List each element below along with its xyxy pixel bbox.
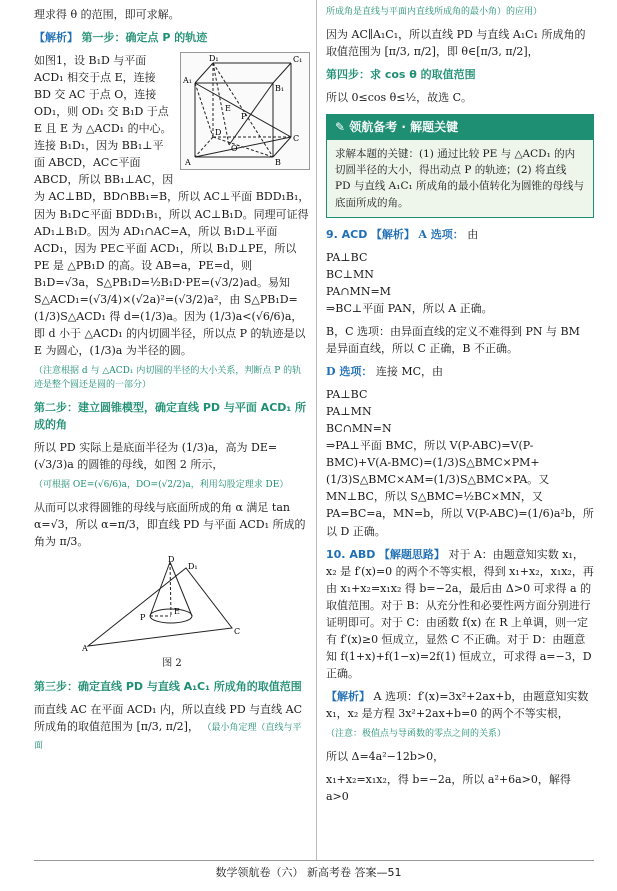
q10-a: A 选项：f′(x)=3x²+2ax+b，由题意知实数 x₁，x₂ 是方程 3x²+2ax+b=0 的两个不等实根， bbox=[326, 689, 589, 720]
fig2-label-d1: D₁ bbox=[188, 562, 198, 572]
fig2-label-e: E bbox=[174, 607, 180, 617]
fig2-label-d: D bbox=[168, 556, 175, 565]
step2-title: 第二步：建立圆锥模型，确定直线 PD 与平面 ACD₁ 所成的角 bbox=[34, 400, 307, 431]
left-column bbox=[34, 6, 310, 760]
page-footer: 数学领航卷（六） 新高考卷 答案—51 bbox=[215, 865, 402, 879]
q9-d-label: D 选项： bbox=[326, 365, 373, 379]
q9-tag: 【解析】 bbox=[370, 227, 415, 241]
guide-header bbox=[327, 115, 593, 140]
q9-d-cond-2: PA⊥MN bbox=[326, 405, 372, 419]
q9-a-cond-2: BC⊥MN bbox=[326, 267, 374, 281]
step1-body: 如图1，设 B₁D 与平面 ACD₁ 相交于点 E，连接 BD 交 AC 于点 O，连接 OD₁，则 OD₁ 交 B₁D 于点 E 且 E 为 △ACD₁ 的中心。连接 B₁D₁，因为 BB₁⊥平面 ABCD，AC⊂平面 ABCD，所以 BB₁⊥AC，因为 AC⊥BD，BD∩BB₁=B，所以 AC⊥平面 BDD₁B₁，因为 B₁D⊂平面 BDD₁B₁，所以 AC⊥B₁D。同理可证得 AD₁⊥B₁D。因为 AD₁∩AC=A，所以 B₁D⊥平面 ACD₁，因为 PE⊂平面 ACD₁，所以 B₁D⊥PE，所以 PE 是 △PB₁D 的高。设 AB=a，PE=d，则 B₁D=√3a，S△PB₁D=½B₁D·PE=(√3/2)ad。易知 S△ACD₁=(√3/4)×(√2a)²=(√3/2)a²，由 S△PB₁D=(1/3)S△ACD₁ 得 d=(1/3)a。因为 (1/3)a<(√6/6)a，即 d 小于 △ACD₁ 的内切圆半径，所以点 P 的轨迹是以 E 为圆心，(1/3)a 为半径的圆。 bbox=[34, 54, 310, 357]
right-column bbox=[326, 6, 594, 811]
label-b1: B₁ bbox=[275, 84, 285, 94]
q9-header bbox=[326, 226, 594, 243]
note-4: （最小角定理（直线与平面 bbox=[34, 722, 302, 751]
q9-d-cond-1: PA⊥BC bbox=[326, 388, 368, 402]
cone-diagram bbox=[82, 556, 262, 652]
fig2-label-c: C bbox=[234, 627, 241, 637]
label-d: D bbox=[215, 128, 222, 138]
step2-body-2: 从而可以求得圆锥的母线与底面所成的角 α 满足 tan α=√3，所以 α=π/3，即直线 PD 与平面 ACD₁ 所成的角为 π/3。 bbox=[34, 500, 306, 549]
q10-end-1: 所以 Δ=4a²−12b>0， bbox=[326, 749, 445, 763]
column-divider bbox=[316, 0, 317, 860]
step3-body: 而直线 AC 在平面 ACD₁ 内，所以直线 PD 与直线 AC 所成角的取值范围为 [π/3, π/2]， bbox=[34, 702, 303, 733]
q10-tag-2: 【解析】 bbox=[326, 689, 370, 703]
note-top: 所成角是直线与平面内直线所成角的最小角）的应用） bbox=[326, 7, 543, 17]
q9-a-post: ⇒BC⊥平面 PAN，所以 A 正确。 bbox=[326, 301, 493, 315]
label-c: C bbox=[293, 134, 300, 144]
fig2-label-p: P bbox=[140, 613, 146, 623]
label-d1: D₁ bbox=[209, 54, 219, 64]
q10-header bbox=[326, 546, 594, 682]
label-a: A bbox=[185, 158, 191, 168]
step4-title: 第四步：求 cos θ 的取值范围 bbox=[326, 68, 476, 82]
step1-line bbox=[34, 29, 310, 46]
label-p: P bbox=[241, 112, 247, 122]
q9-bc: B，C 选项：由异面直线的定义不难得到 PN 与 BM 是异面直线，所以 C 正确，B 不正确。 bbox=[326, 325, 580, 356]
q9-a-cond-1: PA⊥BC bbox=[326, 250, 368, 264]
q9-number: 9. ACD bbox=[326, 227, 368, 241]
guide-box bbox=[326, 114, 594, 218]
q10-end-2: x₁+x₂=x₁x₂，得 b=−2a，所以 a²+6a>0，解得 a>0 bbox=[326, 773, 571, 804]
q9-d-cond-3: BC∩MN=N bbox=[326, 422, 392, 436]
figure-2 bbox=[82, 556, 262, 652]
step3-line bbox=[34, 701, 310, 754]
q9-d-post: ⇒PA⊥平面 BMC，所以 V(P-ABC)=V(P-BMC)+V(A-BMC)=(1/3)S△BMC×PM+(1/3)S△BMC×AM=(1/3)S△BMC×PA。又 MN⊥BC，所以 S△BMC=½BC×MN，又 PA=BC=a，MN=b，所以 V(P-ABC)=(1/6)a²b，所以 D 正确。 bbox=[326, 439, 594, 538]
analysis-tag: 【解析】 bbox=[34, 31, 78, 45]
figure-1 bbox=[180, 52, 310, 170]
fig2-label-a: A bbox=[82, 644, 88, 653]
step1-title: 第一步：确定点 P 的轨迹 bbox=[81, 31, 208, 45]
intro-text: 理求得 θ 的范围，即可求解。 bbox=[34, 8, 180, 21]
cube-diagram bbox=[181, 53, 309, 169]
label-e: E bbox=[225, 104, 231, 114]
right-para-1: 因为 AC∥A₁C₁，所以直线 PD 与直线 A₁C₁ 所成角的取值范围为 [π/3, π/2]，即 θ∈[π/3, π/2]， bbox=[326, 27, 586, 58]
guide-body: 求解本题的关键：(1) 通过比较 PE 与 △ACD₁ 的内切圆半径的大小，得出动点 P 的轨迹；(2) 将直线 PD 与直线 A₁C₁ 所成角的最小值转化为圆锥的母线与底面所成的角。 bbox=[327, 140, 593, 217]
q10-note: （注意：极值点与导函数的零点之间的关系） bbox=[326, 729, 507, 740]
note-2: （可根据 OE=(√6/6)a，DO=(√2/2)a，利用勾股定理求 DE） bbox=[34, 480, 289, 490]
footer-rule bbox=[34, 860, 594, 861]
q9-a-pre: 由 bbox=[467, 227, 479, 241]
q9-a-cond-3: PA∩MN=M bbox=[326, 284, 391, 298]
figure-2-caption: 图 2 bbox=[162, 658, 182, 670]
q9-a-label: A 选项： bbox=[418, 227, 464, 241]
q10-number: 10. ABD bbox=[326, 547, 376, 561]
label-c1: C₁ bbox=[293, 55, 303, 65]
label-a1: A₁ bbox=[183, 76, 192, 86]
q9-d bbox=[326, 363, 594, 380]
right-para-2: 所以 0≤cos θ≤½，故选 C。 bbox=[326, 91, 473, 105]
q9-d-pre: 连接 MC，由 bbox=[375, 365, 444, 379]
q10-analysis bbox=[326, 688, 594, 722]
label-b: B bbox=[275, 158, 281, 168]
q10-thinking: 对于 A：由题意知实数 x₁，x₂ 是 f′(x)=0 的两个不等实根，得到 x₁+x₂，x₁x₂，再由 x₁+x₂=x₁x₂ 得 b=−2a，最后由 Δ>0 可求得 a 的取值范围。对于 B：从充分性和必要性两方面分别进行证明即可。对于 C：由函数 f(x) 在 R 上单调，则一定有 f′(x)≥0 恒成立，显然 C 不正确。对于 D：由题意知 f(1+x)+f(1−x)=2f(1) 恒成立，可求得 a=−3，D 正确。 bbox=[326, 547, 594, 680]
guide-title: 领航备考 · 解题关键 bbox=[349, 120, 459, 135]
note-1: （注意根据 d 与 △ACD₁ 内切圆的半径的大小关系，判断点 P 的轨迹是整个圆还是圆的一部分） bbox=[34, 365, 302, 390]
step3-title: 第三步：确定直线 PD 与直线 A₁C₁ 所成角的取值范围 bbox=[34, 679, 302, 693]
label-o: O bbox=[231, 144, 238, 154]
key-icon: ✎ bbox=[335, 120, 350, 135]
step2-body: 所以 PD 实际上是底面半径为 (1/3)a，高为 DE=(√3/3)a 的圆锥的母线，如图 2 所示， bbox=[34, 440, 278, 471]
q10-tag: 【解题思路】 bbox=[378, 547, 445, 561]
